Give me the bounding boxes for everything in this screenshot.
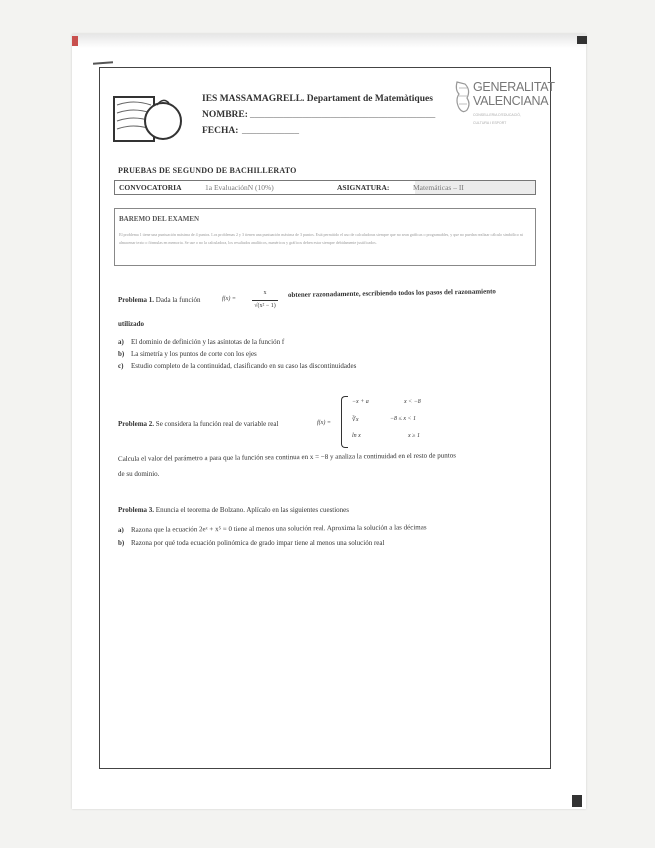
problem2-line bbox=[118, 420, 278, 428]
asignatura-value: Matemáticas – II bbox=[413, 183, 464, 192]
item-text: El dominio de definición y las asíntotas de la función f bbox=[131, 338, 285, 346]
section-title: PRUEBAS DE SEGUNDO DE BACHILLERATO bbox=[118, 166, 297, 175]
generalitat-emblem-icon bbox=[453, 80, 473, 116]
baremo-text: El problema 1 tiene una puntuación máxima de 4 puntos. Los problemas 2 y 3 tienen una puntuación máxima de 3 puntos. Está permitido el uso de calculadoras siempre que no sean gráficas o programables, y que no puedan realizar cálculo simbólico ni almacenar texto o fórmulas en memoria. Se use o no la calculadora, los resultados analíticos, numéricos y gráficos deben estar siempre debidamente justificados. bbox=[119, 232, 523, 245]
fecha-label: FECHA: bbox=[202, 126, 239, 136]
item-label: b) bbox=[118, 539, 125, 547]
scan-top-band bbox=[72, 34, 586, 48]
generalitat-sub1: CONSELLERIA D'EDUCACIÓ, bbox=[473, 113, 521, 117]
item-text: Estudio completo de la continuidad, clasificando en su caso las discontinuidades bbox=[131, 362, 357, 370]
problem3-intro: Enuncia el teorema de Bolzano. Aplícalo en las siguientes cuestiones bbox=[155, 506, 350, 514]
school-name: IES MASSAMAGRELL. Departament de Matemàtiques bbox=[202, 94, 433, 104]
problem1-item-b bbox=[118, 350, 257, 358]
problem1-intro: Dada la función bbox=[155, 296, 201, 304]
problem1-line bbox=[118, 296, 201, 304]
item-text: Razona por qué toda ecuación polinómica de grado impar tiene al menos una solución real bbox=[131, 539, 385, 547]
scan-mark-bottom bbox=[572, 795, 582, 807]
scan-mark-red bbox=[72, 36, 78, 46]
problem2-piece1-cond: x < −8 bbox=[404, 399, 421, 405]
item-label: c) bbox=[118, 362, 124, 370]
problem2-brace bbox=[341, 396, 348, 448]
problem2-fx: f(x) = bbox=[317, 420, 331, 426]
problem2-piece3-expr: ln x bbox=[352, 433, 361, 439]
nombre-field[interactable]: _______________________________________ bbox=[250, 110, 436, 120]
item-text: La simetría y los puntos de corte con los ejes bbox=[131, 350, 257, 358]
generalitat-logo-line2: VALENCIANA bbox=[473, 94, 549, 108]
baremo-box bbox=[114, 208, 536, 266]
problem2-piece3-cond: x ≥ 1 bbox=[408, 433, 420, 439]
item-text: Razona que la ecuación 2eˣ + x⁵ = 0 tiene al menos una solución real. Aproxima la solución a las décimas bbox=[130, 523, 427, 534]
item-label: a) bbox=[117, 525, 124, 534]
problem2-intro: Se considera la función real de variable real bbox=[155, 420, 279, 428]
convocatoria-value: 1a EvaluaciónN (10%) bbox=[205, 183, 274, 192]
generalitat-sub2: CULTURA I ESPORT bbox=[473, 121, 507, 125]
problem1-item-c bbox=[118, 362, 356, 370]
convocatoria-box bbox=[114, 180, 536, 195]
problem1-item-a bbox=[118, 338, 284, 346]
problem1-title: Problema 1. bbox=[118, 296, 155, 304]
item-label: b) bbox=[118, 350, 125, 358]
problem2-piece2-expr: ∛x bbox=[352, 417, 359, 423]
scan-mark-dark bbox=[577, 36, 587, 44]
problem1-fraction-bar bbox=[252, 300, 278, 301]
problem1-fx: f(x) = bbox=[222, 296, 236, 302]
problem2-text-line1: Calcula el valor del parámetro a para que la función sea continua en x = −8 y analiza la continuidad en el resto de puntos bbox=[117, 451, 456, 463]
item-label: a) bbox=[118, 338, 124, 346]
problem1-bold-text2: utilizado bbox=[118, 320, 145, 328]
problem3-line bbox=[118, 506, 349, 514]
problem2-text-line2: de su dominio. bbox=[118, 470, 160, 478]
school-logo-icon bbox=[113, 95, 183, 143]
asignatura-label: ASIGNATURA: bbox=[337, 183, 390, 192]
problem1-denominator: √(x² − 1) bbox=[254, 303, 276, 309]
fecha-field[interactable]: ____________ bbox=[242, 126, 299, 136]
generalitat-logo-line1: GENERALITAT bbox=[473, 80, 555, 94]
problem1-bold-text: obtener razonadamente, escribiendo todos los pasos del razonamiento bbox=[287, 287, 496, 299]
problem2-piece2-cond: −8 ≤ x < 1 bbox=[390, 416, 417, 422]
nombre-label: NOMBRE: bbox=[202, 110, 248, 120]
baremo-title: BAREMO DEL EXAMEN bbox=[119, 215, 200, 223]
convocatoria-label: CONVOCATORIA bbox=[119, 183, 182, 192]
problem2-piece1-expr: −x + a bbox=[352, 399, 369, 405]
problem2-title: Problema 2. bbox=[118, 420, 155, 428]
problem3-title: Problema 3. bbox=[118, 506, 155, 514]
problem1-numerator: x bbox=[263, 290, 267, 296]
problem3-item-b bbox=[118, 539, 384, 547]
